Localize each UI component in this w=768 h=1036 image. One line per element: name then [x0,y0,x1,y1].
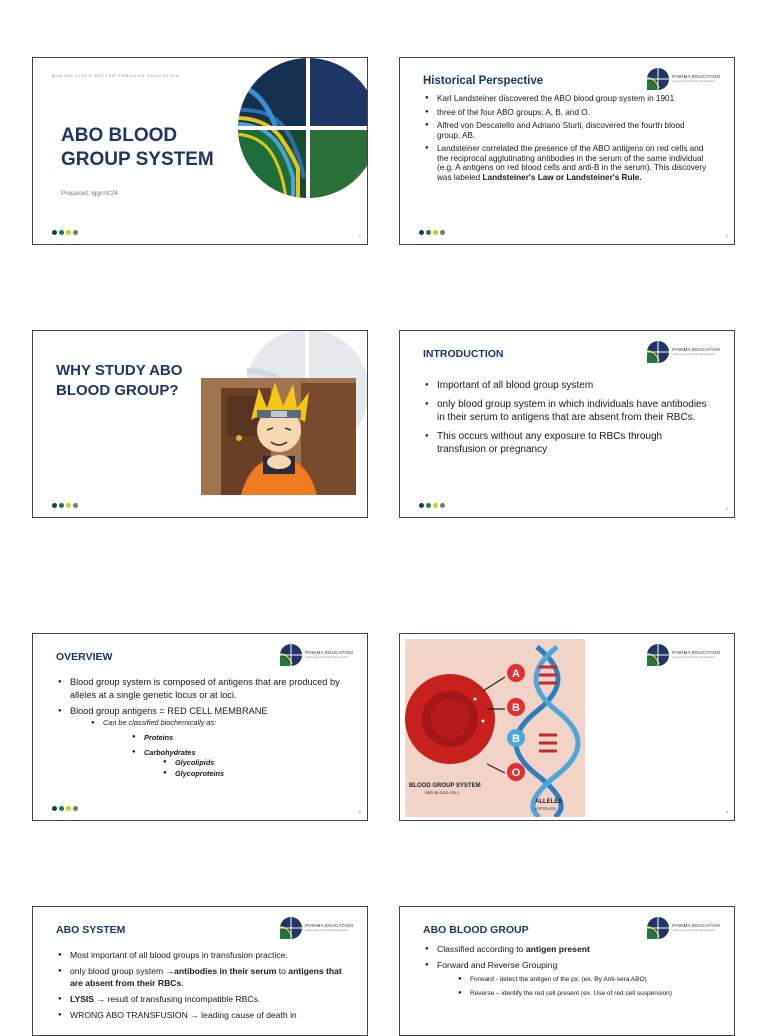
slide-title [56,361,182,401]
logo-text: PHINMA EDUCATION [672,649,720,655]
brand-logo [647,917,720,939]
prepared-by: Prepared: lggrmt'24 [61,190,118,197]
logo-icon [280,917,302,939]
text-part: Classified according to [437,944,526,954]
deep-item-glycolipids: ● Glycolipids [158,757,353,768]
bullet-list [53,949,353,1025]
slide-blood-group-diagram [399,633,735,821]
title-line-2: BLOOD GROUP? [56,382,179,399]
list-item: ● only blood group system in which individuals have antibodies in their serum to antigens that are absent from their RBCs. [420,398,710,424]
logo-icon [647,68,669,90]
presentation-title [61,124,214,172]
slide-heading: OVERVIEW [56,651,113,663]
slide-historical-perspective [399,57,735,245]
list-item: ● Karl Landsteiner discovered the ABO blood group system in 1901 [420,94,710,104]
list-item [420,144,710,182]
alleles-label: ALLELES [535,799,563,805]
sub-list [437,975,720,998]
list-item-text: Landsteiner correlated the presence of the ABO antigens on red cells and the reciprocal agglutinating antibodies in the serum of the same individual (e.g. A antigens on red blood cells and anti-B in the serum). This discovery was labeled [437,144,707,182]
logo-text: PHINMA EDUCATION [305,649,353,655]
slide-overview [32,633,368,821]
logo-icon [647,917,669,939]
title-line-1: ABO BLOOD [61,125,178,146]
logo-icon [280,644,302,666]
text-part: only blood group system → [70,966,175,976]
brand-logo [647,68,720,90]
logo-subtext: making lives better through education [672,80,716,84]
text-bold: antigens that are absent from their RBCs [70,966,342,988]
bullet-list [53,676,353,783]
list-item [53,705,353,779]
text-part: . [181,978,184,988]
logo-subtext: making lives better through education [672,353,716,357]
list-item: ● Alfred von Descatello and Adriano Sturli, discovered the fourth blood group, AB. [420,121,710,140]
deep-item-glycoproteins: ● Glycoproteins [158,768,353,779]
diagram-label-main: BLOOD GROUP SYSTEM [409,783,481,789]
slide-heading: ABO SYSTEM [56,924,126,936]
deep-list [144,757,353,779]
slide-heading: INTRODUCTION [423,348,504,360]
page-number: 4 [725,506,728,511]
slide-dots [419,230,445,235]
slide-dots [52,503,78,508]
logo-subtext: making lives better through education [672,929,716,933]
tagline: MAKING LIVES BETTER THROUGH EDUCATION [52,73,180,78]
slide-abo-blood-group [399,906,735,1036]
logo-text: PHINMA EDUCATION [672,922,720,928]
page-number: 2 [725,233,728,238]
blood-group-illustration [405,639,585,817]
sub-list [70,718,353,779]
title-line-1: WHY STUDY ABO [56,362,183,379]
nested-item-text: Carbohydrates [144,747,196,757]
diagram-label-sub: RED BLOOD CELL [425,790,460,795]
text-bold: antibodies in their serum [174,966,277,976]
sub-list-item: ● Forward - detect the antigen of the px: (ex. By Anti-sera ABO) [453,975,720,984]
antigen-label: A [512,668,520,680]
cartoon-character-image [201,378,356,495]
logo-icon [647,644,669,666]
list-item [53,965,353,989]
antigen-label: O [511,767,521,779]
text-bold: antigen present [525,944,590,954]
list-item [420,959,720,998]
text-part: Forward and Reverse Grouping [437,960,558,970]
alleles-sublabel: (OPTELES) [535,806,557,811]
title-line-2: GROUP SYSTEM [61,149,214,170]
antigen-label: B [512,702,520,714]
brand-logo [647,644,720,666]
brand-logo [280,917,353,939]
list-item [420,943,720,955]
nested-item-carbohydrates [127,745,353,779]
logo-text: PHINMA EDUCATION [672,73,720,79]
logo-subtext: making lives better through education [672,656,716,660]
slide-heading: ABO BLOOD GROUP [423,924,529,936]
list-item [53,993,353,1005]
bullet-list [420,94,710,186]
slide-dots [419,503,445,508]
list-item-bold: Landsteiner's Law or Landsteiner's Rule. [482,172,642,182]
antigen-label: B [512,733,520,745]
bullet-list [420,943,720,1003]
text-part: → result of transfusing incompatible RBCs. [94,994,261,1004]
slide-why-study [32,330,368,518]
brand-logo [647,341,720,363]
sub-list-item: ● Reverse – identify the red cell present (ex. Use of red cell suspension) [453,989,720,998]
nested-list [103,730,353,779]
logo-subtext: making lives better through education [305,929,349,933]
list-item: ● WRONG ABO TRANSFUSION → leading cause of death in [53,1009,353,1021]
list-item: ● This occurs without any exposure to RBCs through transfusion or pregnancy [420,430,710,456]
logo-subtext: making lives better through education [305,656,349,660]
page-number: 5 [358,809,361,814]
bullet-list [420,379,710,462]
page-number: 1 [358,233,361,238]
sub-list-text: Can be classified biochemically as: [103,717,217,727]
list-item: ● three of the four ABO groups: A, B, and O. [420,108,710,118]
text-part: to [276,966,289,976]
slide-heading: Historical Perspective [423,75,544,87]
list-item: ● Important of all blood group system [420,379,710,392]
list-item-text: Blood group antigens = RED CELL MEMBRANE [70,706,268,716]
slide-introduction [399,330,735,518]
brand-logo [280,644,353,666]
list-item: ● Most important of all blood groups in transfusion practice. [53,949,353,961]
logo-text: PHINMA EDUCATION [672,346,720,352]
brand-art-graphic [236,58,368,198]
list-item: ● Blood group system is composed of antigens that are produced by alleles at a single genetic locus or at loci. [53,676,353,701]
logo-text: PHINMA EDUCATION [305,922,353,928]
slide-title [32,57,368,245]
slide-dots [52,806,78,811]
slide-abo-system [32,906,368,1036]
logo-icon [647,341,669,363]
text-bold: LYSIS [70,994,95,1004]
page-number: 6 [725,809,728,814]
slide-dots [52,230,78,235]
sub-list-item [86,718,353,779]
nested-item-proteins: ● Proteins [127,730,353,745]
